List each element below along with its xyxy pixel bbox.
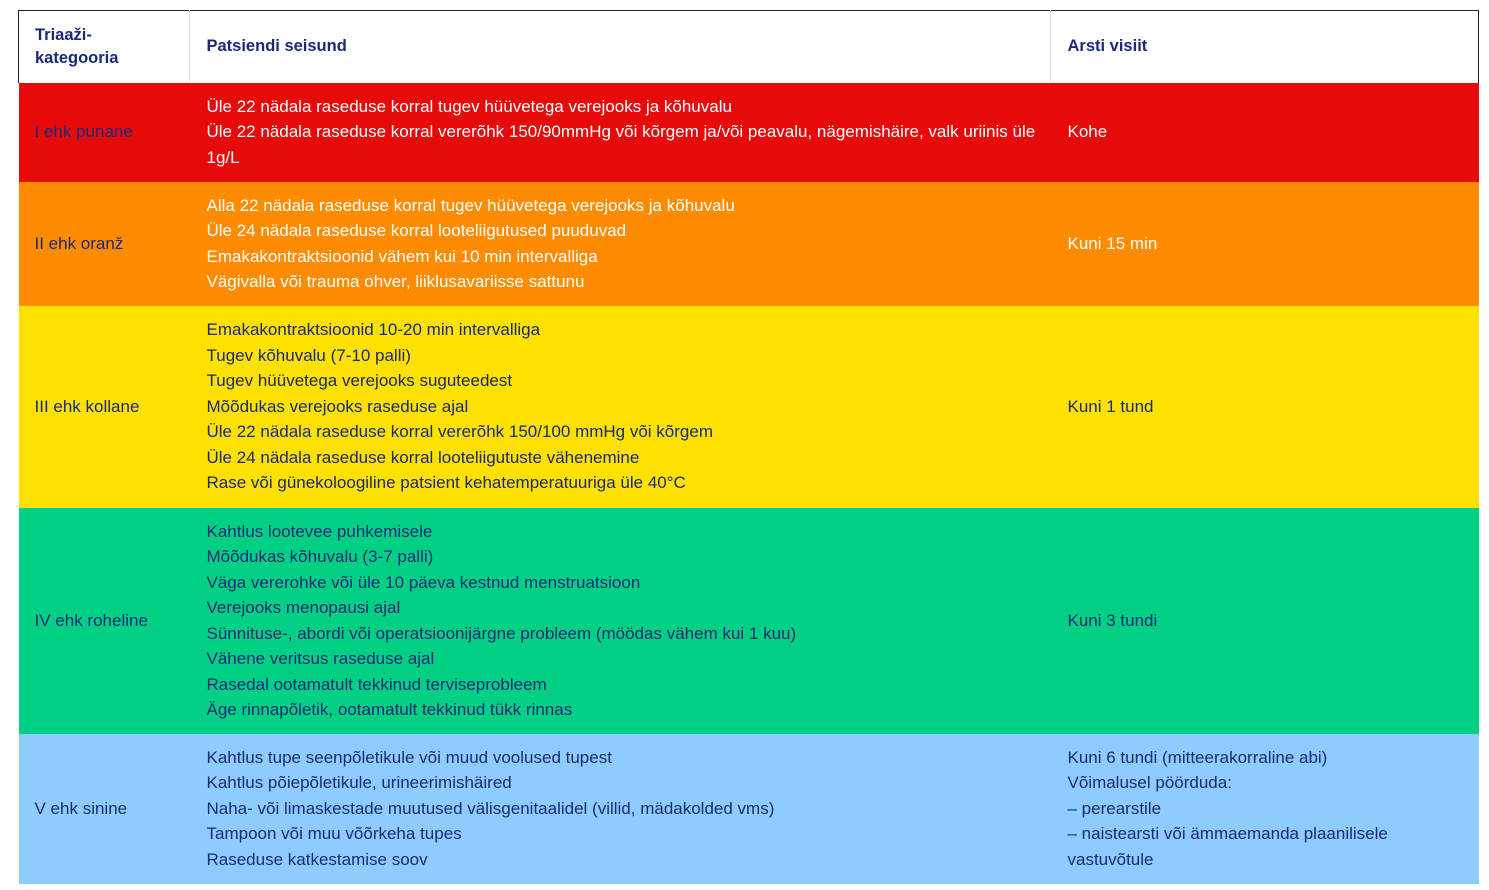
condition-cell — [191, 182, 1052, 306]
condition-line: Üle 22 nädala raseduse korral vererõhk 150/90mmHg või kõrgem ja/või peavalu, nägemishäire, valk uriinis üle 1g/L — [206, 122, 1036, 167]
table-row-orange — [19, 182, 1479, 306]
condition-line: Sünnituse-, abordi või operatsioonijärgne probleem (möödas vähem kui 1 kuu) — [206, 623, 797, 643]
condition-line: Tugev kõhuvalu (7-10 palli) — [206, 345, 411, 365]
condition-cell — [191, 734, 1052, 884]
condition-cell — [191, 83, 1052, 182]
condition-line: Verejooks menopausi ajal — [206, 598, 401, 617]
condition-line: Kahtlus lootevee puhkemisele — [206, 521, 433, 541]
table-row-green — [19, 508, 1479, 734]
condition-cell — [191, 306, 1052, 508]
visit-line: – perearstile — [1067, 798, 1162, 818]
category-label: III ehk kollane — [34, 396, 140, 416]
visit-cell — [1052, 182, 1479, 306]
condition-line: Üle 24 nädala raseduse korral looteliigutused puuduvad — [206, 221, 627, 240]
condition-line: Tugev hüüvetega verejooks suguteedest — [206, 371, 513, 391]
table-header-row — [19, 11, 1479, 83]
condition-line: Raseduse katkestamise soov — [206, 849, 428, 869]
visit-cell — [1052, 83, 1479, 182]
condition-cell — [191, 508, 1052, 734]
condition-line: Mõõdukas kõhuvalu (3-7 palli) — [206, 547, 434, 566]
triage-table — [18, 10, 1479, 884]
condition-line: Naha- või limaskestade muutused välisgenitaalidel (villid, mädakolded vms) — [206, 798, 775, 818]
condition-line: Üle 22 nädala raseduse korral vererõhk 150/100 mmHg või kõrgem — [206, 422, 713, 442]
visit-line: Kuni 15 min — [1067, 233, 1158, 253]
condition-line: Üle 24 nädala raseduse korral looteliigutuste vähenemine — [206, 447, 640, 467]
visit-line: Kuni 6 tundi (mitteerakorraline abi) — [1067, 747, 1328, 767]
header-visit — [1052, 11, 1479, 83]
header-category — [19, 11, 191, 83]
header-visit-label: Arsti visiit — [1067, 37, 1148, 56]
condition-line: Väga vererohke või üle 10 päeva kestnud menstruatsioon — [206, 572, 641, 592]
category-label: II ehk oranž — [34, 233, 124, 253]
condition-line: Üle 22 nädala raseduse korral tugev hüüvetega verejooks ja kõhuvalu — [206, 96, 732, 116]
condition-line: Rasedal ootamatult tekkinud terviseprobleem — [206, 674, 547, 694]
category-label: V ehk sinine — [34, 798, 128, 818]
category-cell — [19, 306, 191, 508]
category-cell — [19, 508, 191, 734]
table-row-red — [19, 83, 1479, 182]
condition-line: Äge rinnapõletik, ootamatult tekkinud tükk rinnas — [206, 700, 573, 719]
category-label: I ehk punane — [34, 122, 133, 142]
visit-line: Kuni 1 tund — [1067, 396, 1154, 416]
category-cell — [19, 182, 191, 306]
visit-line: – naistearsti või ämmaemanda plaanilisele vastuvõtule — [1067, 824, 1388, 869]
category-cell — [19, 83, 191, 182]
condition-line: Vähene veritsus raseduse ajal — [206, 649, 435, 668]
table-row-yellow — [19, 306, 1479, 508]
category-cell — [19, 734, 191, 884]
condition-line: Rase või günekoloogiline patsient kehatemperatuuriga üle 40°C — [206, 473, 686, 493]
header-category-label: Triaaži- kategooria — [35, 25, 119, 67]
visit-line: Võimalusel pöörduda: — [1067, 773, 1232, 793]
condition-line: Kahtlus tupe seenpõletikule või muud voolused tupest — [206, 747, 612, 767]
visit-cell — [1052, 306, 1479, 508]
header-condition — [191, 11, 1052, 83]
condition-line: Alla 22 nädala raseduse korral tugev hüüvetega verejooks ja kõhuvalu — [206, 195, 735, 215]
condition-line: Emakakontraktsioonid 10-20 min intervalliga — [206, 320, 541, 340]
header-divider — [189, 10, 190, 82]
table-row-blue — [19, 734, 1479, 884]
header-divider — [1050, 10, 1051, 82]
condition-line: Emakakontraktsioonid vähem kui 10 min intervalliga — [206, 246, 598, 266]
category-label: IV ehk roheline — [34, 610, 148, 630]
visit-cell — [1052, 734, 1479, 884]
condition-line: Tampoon või muu võõrkeha tupes — [206, 824, 462, 844]
visit-line: Kohe — [1067, 122, 1108, 142]
visit-cell — [1052, 508, 1479, 734]
visit-line: Kuni 3 tundi — [1067, 610, 1158, 630]
condition-line: Mõõdukas verejooks raseduse ajal — [206, 396, 469, 416]
condition-line: Vägivalla või trauma ohver, liiklusavariisse sattunu — [206, 272, 585, 291]
header-condition-label: Patsiendi seisund — [206, 37, 347, 56]
condition-line: Kahtlus põiepõletikule, urineerimishäired — [206, 773, 512, 793]
